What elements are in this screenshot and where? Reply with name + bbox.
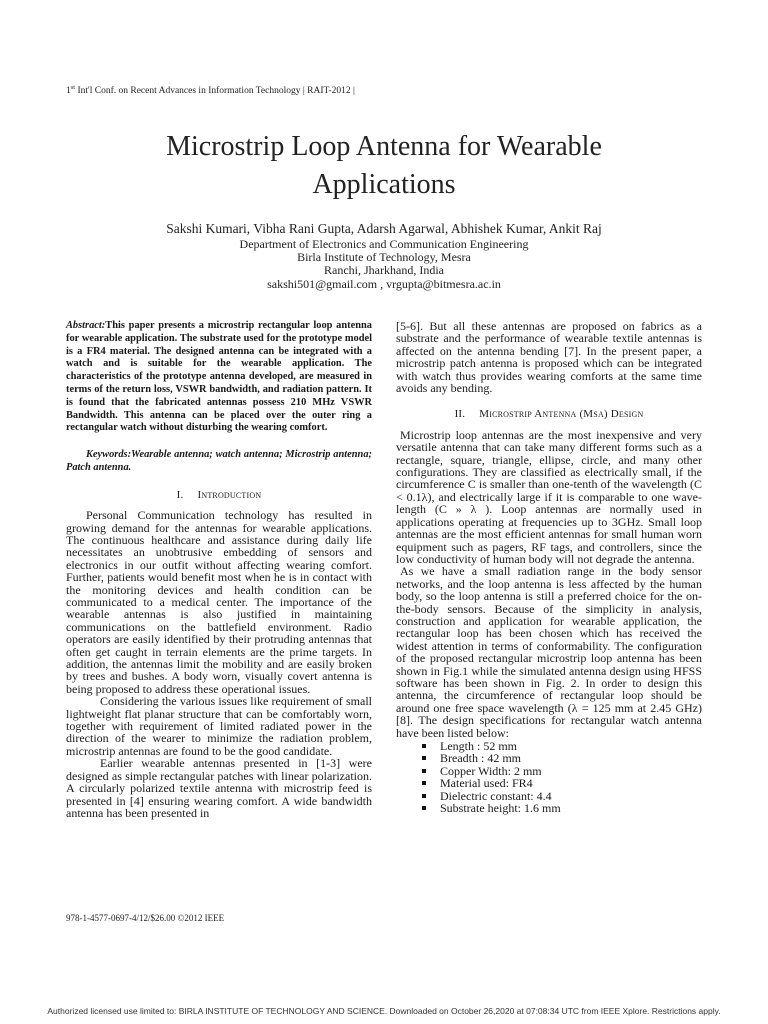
bullet-icon [422,744,426,748]
section-number: II. [454,408,466,421]
affiliation-department: Department of Electronics and Communication Engineering [239,237,529,251]
abstract [66,320,372,435]
paper-title-line2: Applications [312,169,456,200]
intro-paragraph-3: Earlier wearable antennas presented in [1-3] were designed as simple rectangular patches with linear polarization. A circularly polarized textile antenna with microstrip feed is presented in [4] ensuring wearing comfort. A wide bandwidth antenna has been presented in [66,756,372,820]
paragraph-continuation: [5-6]. But all these antennas are proposed on fabrics as a substrate and the performance of wearable textile antennas is affected on the antenna bending [7]. In the present paper, a microstrip patch antenna is proposed which can be integrated with watch thus provides wearing comforts at the same time avoids any bending. [396,319,702,396]
license-notice: Authorized licensed use limited to: BIRLA INSTITUTE OF TECHNOLOGY AND SCIENCE. Downloaded on October 26,2020 at 07:08:34 UTC from IEEE Xplore. Restrictions apply. [47,1006,721,1016]
intro-paragraph-1: Personal Communication technology has resulted in growing demand for the antennas for wearable applications. The continuous healthcare and assistance during daily life necessitates an unobtrusive embedding of sensors and electronics in our outfit without affecting wearing comfort. Further, patients would benefit most when he is in contact with the monitoring devices and health condition can be communicated to a medical center. The importance of the wearable antennas is also justified in maintaining communications on the battlefield environment. Radio operators are easily identified by their protruding antennas that often get caught in terrain elements are the prime targets. In addition, the antennas limit the mobility and are easily broken by trees and bushes. A body worn, visually covert antenna is being proposed to address these operational issues. [66,508,372,696]
right-column [396,320,702,814]
bullet-icon [422,806,426,810]
list-item: Copper Width: 2 mm [396,765,702,777]
author-emails: sakshi501@gmail.com , vrgupta@bitmesra.ac.in [267,276,501,291]
list-item: Material used: FR4 [396,777,702,789]
list-item: Breadth : 42 mm [396,752,702,764]
affiliation-block [0,238,768,291]
section-number: I. [176,488,184,501]
list-item: Length : 52 mm [396,740,702,752]
abstract-text: This paper presents a microstrip rectangular loop antenna for wearable application. The substrate used for the prototype model is a FR4 material. The designed antenna can be integrated with a watch and is suitable for the wearable application. The characteristics of the prototype antenna developed, are measured in terms of the return loss, VSWR bandwidth, and radiation pattern. It is found that the fabricated antennas possess 210 MHz VSWR Bandwidth. This antenna can be placed over the outer ring a rectangular watch without disturbing the wearing comfort. [66,320,372,434]
section-heading-msa-design [396,408,702,420]
bullet-icon [422,781,426,785]
keywords: Keywords:Wearable antenna; watch antenna; Microstrip antenna; Patch antenna. [66,449,372,473]
bullet-icon [422,794,426,798]
abstract-lead: Abstract: [66,320,106,331]
paper-title-line1: Microstrip Loop Antenna for Wearable [166,131,602,162]
list-item: Substrate height: 1.6 mm [396,802,702,814]
bullet-icon [422,756,426,760]
section-title: Introduction [197,488,262,501]
list-item: Dielectric constant: 4.4 [396,790,702,802]
conference-header: 1st Int'l Conf. on Recent Advances in Information Technology | RAIT-2012 | [66,84,355,97]
msa-paragraph-2: As we have a small radiation range in the body sensor networks, and the loop antenna is less affected by the human body, so the loop antenna is still a preferred choice for the on-the-body sensors. Because of the simplicity in analysis, construction and application for wearable application, the rectangular loop has been chosen which has received the widest attention in terms of conformability. The configuration of the proposed rectangular microstrip loop antenna has been shown in Fig.1 while the simulated antenna design using HFSS software has been shown in Fig. 2. In order to design this antenna, the circumference of rectangular loop should be around one free space wavelength (λ = 125 mm at 2.45 GHz) [8]. The design specifications for rectangular watch antenna have been listed below: [396,564,702,740]
section-title: Microstrip Antenna (Msa) Design [479,408,644,421]
paper-title [0,128,768,204]
design-spec-list [396,740,702,814]
intro-paragraph-2: Considering the various issues like requirement of small lightweight flat planar structure that can be comfortably worn, together with requirement of limited radiated power in the direction of the wearer to minimize the radiation problem, microstrip antennas are found to be the good candidate. [66,694,372,758]
section-heading-introduction [66,489,372,501]
author-list: Sakshi Kumari, Vibha Rani Gupta, Adarsh Agarwal, Abhishek Kumar, Ankit Raj [166,221,602,236]
bullet-icon [422,769,426,773]
affiliation-city: Ranchi, Jharkhand, India [324,263,444,278]
msa-paragraph-1: Microstrip loop antennas are the most inexpensive and very versatile antenna that can take many different forms such as a rectangle, square, triangle, ellipse, circle, and many other configurations. They are classified as electrically small, if the circumference C is smaller than one-tenth of the wavelength (C < 0.1λ), and electrically large if it is comparable to one wave-length (C » λ ). Loop antennas are normally used in applications operating at frequencies up to 3GHz. Small loop antennas are the most efficient antennas for small human worn equipment such as pagers, RF tags, and controllers, since the low conductivity of human body will not degrade the antenna. [396,427,702,566]
ieee-footer-id: 978-1-4577-0697-4/12/$26.00 ©2012 IEEE [66,913,225,923]
affiliation-institute: Birla Institute of Technology, Mesra [297,250,471,265]
left-column [66,320,372,819]
